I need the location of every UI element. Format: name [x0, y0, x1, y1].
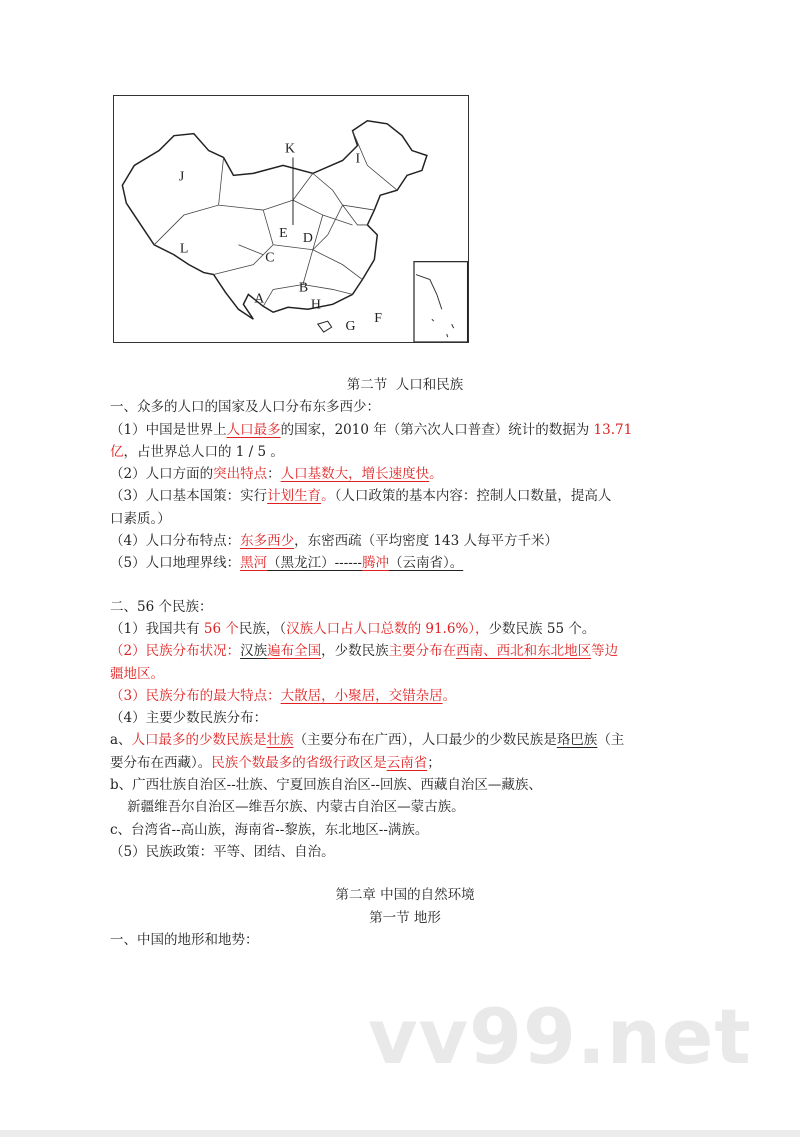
map-label-c: C	[265, 250, 275, 266]
text-segment: 口素质。）	[110, 510, 171, 527]
text-segment: c、台湾省--高山族，海南省--黎族，东北地区--满族。	[110, 821, 429, 838]
highlighted-text: 汉族人口占人口总数的 91.6%），	[286, 620, 489, 637]
map-label-l: L	[179, 241, 189, 257]
highlighted-text: （3）民族分布的最大特点：	[110, 687, 281, 704]
map-label-j: J	[178, 169, 185, 185]
text-line	[110, 796, 700, 818]
text-line	[110, 685, 700, 707]
highlighted-text: 等边	[591, 643, 619, 660]
text-segment: ，占世界总人口的 1 / 5 。	[123, 443, 284, 460]
map-label-g: G	[345, 319, 356, 335]
section-heading	[110, 374, 700, 396]
south-china-sea-inset	[414, 262, 468, 342]
text-segment: （4）主要少数民族分布：	[110, 710, 268, 727]
highlighted-text: 。	[321, 488, 335, 505]
map-label-h: H	[310, 297, 321, 313]
china-map	[114, 96, 468, 342]
text-segment: （1）我国共有	[110, 620, 204, 637]
text-line	[110, 663, 700, 685]
text-segment: ，少数民族	[321, 643, 389, 660]
text-line	[110, 819, 700, 841]
text-segment: （人口政策的基本内容：控制人口数量，提高人	[334, 488, 612, 505]
text-segment: 少数民族 55 个。	[488, 620, 596, 637]
map-label-b: B	[298, 280, 309, 296]
text-segment: ：	[267, 466, 281, 483]
text-line	[110, 485, 700, 507]
text-segment: 汉族	[240, 643, 268, 660]
section-heading	[110, 907, 700, 929]
text-line	[110, 441, 700, 463]
text-segment: （主要分布在广西），人口最少的少数民族是	[293, 732, 557, 749]
text-segment: 民族，（	[238, 620, 287, 637]
text-line	[110, 929, 700, 951]
text-segment: （4）人口分布特点：	[110, 533, 241, 550]
highlighted-text: 腾冲	[361, 555, 389, 572]
highlighted-text: 人口最多	[226, 421, 281, 438]
text-segment: （3）人口基本国策：实行	[110, 488, 268, 505]
text-line	[110, 640, 700, 662]
text-line	[110, 530, 700, 552]
highlighted-text: 西南、西北和东北地区	[456, 643, 592, 660]
text-segment: （5）人口地理界线：	[110, 555, 241, 572]
hainan-island	[318, 321, 332, 332]
text-line	[110, 419, 700, 441]
highlighted-text: 黑河	[240, 555, 268, 572]
text-line	[110, 508, 700, 530]
text-line	[110, 729, 700, 751]
text-segment: b、广西壮族自治区--壮族、宁夏回族自治区--回族、西藏自治区—藏族、	[110, 777, 542, 794]
map-label-i: I	[355, 151, 361, 167]
text-segment: （2）人口方面的	[110, 466, 214, 483]
text-line	[110, 552, 700, 574]
highlighted-text: 。	[442, 687, 457, 704]
text-line	[110, 841, 700, 863]
map-label-e: E	[279, 225, 288, 241]
text-line	[110, 618, 700, 640]
highlighted-text: 。	[429, 466, 443, 483]
highlighted-text: 人口基数大，增长速度快	[280, 466, 430, 483]
text-line	[110, 396, 700, 418]
text-segment: （1）中国是世界上	[110, 421, 227, 438]
text-segment: 珞巴族	[556, 732, 598, 749]
highlighted-text: 亿	[110, 443, 124, 460]
text-segment: 新疆维吾尔自治区—维吾尔族、内蒙古自治区—蒙古族。	[110, 799, 465, 816]
text-line	[110, 596, 700, 618]
highlighted-text: 主要分布在	[388, 643, 457, 660]
map-label-d: D	[302, 230, 313, 246]
document-body	[110, 374, 700, 951]
blank-line	[110, 863, 700, 884]
highlighted-text: 计划生育	[267, 488, 322, 505]
text-segment: 的国家，2010 年（第六次人口普查）统计的数据为	[280, 421, 594, 438]
map-label-f: F	[374, 311, 383, 327]
text-segment: 一、众多的人口的国家及人口分布东多西少：	[110, 399, 380, 416]
text-line	[110, 752, 700, 774]
highlighted-text: 突出特点	[213, 466, 268, 483]
text-segment: （黑龙江）------	[267, 555, 362, 572]
map-label-a: A	[254, 291, 265, 307]
blank-line	[110, 575, 700, 596]
section-heading	[110, 884, 700, 906]
text-segment: 一、中国的地形和地势：	[110, 931, 259, 948]
watermark: vv99.net	[368, 992, 752, 1081]
text-segment: 第二章 中国的自然环境	[335, 887, 475, 904]
highlighted-text: 疆地区。	[110, 665, 164, 682]
highlighted-text: 大散居，小聚居，交错杂居	[280, 687, 443, 704]
highlighted-text: （2）民族分布状况：	[110, 643, 241, 660]
page-edge	[0, 1130, 800, 1137]
text-line	[110, 463, 700, 485]
map-label-k: K	[285, 141, 296, 157]
text-segment: （云南省）。	[388, 555, 464, 572]
highlighted-text: 云南省	[386, 754, 428, 771]
text-segment: 要分布在西藏）。	[110, 754, 212, 771]
text-segment: 第一节 地形	[369, 909, 441, 926]
text-segment: a、	[110, 732, 132, 749]
text-segment: 二、56 个民族：	[110, 598, 213, 615]
province-borders	[154, 131, 397, 307]
text-line	[110, 774, 700, 796]
text-line	[110, 707, 700, 729]
highlighted-text: 人口最多的少数民族是	[131, 732, 267, 749]
highlighted-text: 56 个	[203, 620, 239, 637]
text-segment: ；	[427, 754, 441, 771]
text-segment: 第二节 人口和民族	[346, 377, 464, 393]
highlighted-text: 民族个数最多的省级行政区是	[211, 754, 387, 771]
highlighted-text: 壮族	[266, 732, 294, 749]
china-map-figure	[113, 95, 469, 343]
text-segment: ，东密西疏（平均密度 143 人每平方千米）	[294, 533, 558, 550]
text-segment: （主	[597, 732, 625, 749]
text-segment: （5）民族政策：平等、团结、自治。	[110, 843, 335, 860]
highlighted-text: 遍布全国	[267, 643, 322, 660]
highlighted-text: 13.71	[593, 421, 633, 438]
highlighted-text: 东多西少	[240, 533, 295, 550]
